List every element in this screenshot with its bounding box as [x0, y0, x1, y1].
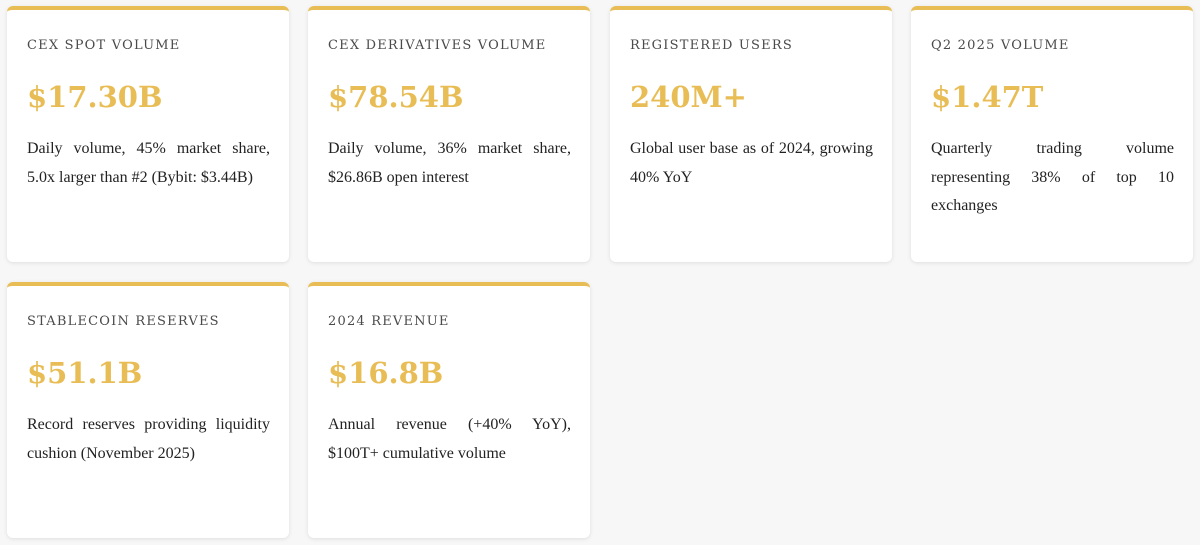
stat-value: $1.47T [931, 80, 1044, 114]
stat-description: Daily volume, 36% market share, $26.86B open interest [328, 140, 571, 186]
stat-card-stablecoin-reserves [7, 282, 289, 538]
stat-value: $78.54B [328, 80, 464, 114]
stat-card-cex-spot-volume [7, 6, 289, 262]
stat-description: Record reserves providing liquidity cushion (November 2025) [27, 416, 270, 462]
stat-value: $16.8B [328, 356, 444, 390]
stat-card-cex-derivatives-volume [308, 6, 590, 262]
stat-label: STABLECOIN RESERVES [27, 314, 220, 329]
stat-value: 240M+ [630, 80, 747, 114]
stat-label: REGISTERED USERS [630, 38, 793, 53]
stat-description: Quarterly trading volume representing 38% of top 10 exchanges [931, 140, 1174, 214]
stat-description: Daily volume, 45% market share, 5.0x larger than #2 (Bybit: $3.44B) [27, 140, 270, 186]
stat-description: Global user base as of 2024, growing 40% YoY [630, 140, 873, 186]
stat-value: $51.1B [27, 356, 143, 390]
stat-description: Annual revenue (+40% YoY), $100T+ cumulative volume [328, 416, 571, 462]
stat-value: $17.30B [27, 80, 163, 114]
stat-label: 2024 REVENUE [328, 314, 450, 329]
stat-card-registered-users [610, 6, 892, 262]
stat-label: CEX SPOT VOLUME [27, 38, 181, 53]
stat-label: Q2 2025 VOLUME [931, 38, 1070, 53]
stat-label: CEX DERIVATIVES VOLUME [328, 38, 547, 53]
stat-card-q2-2025-volume [911, 6, 1193, 262]
stat-card-2024-revenue [308, 282, 590, 538]
